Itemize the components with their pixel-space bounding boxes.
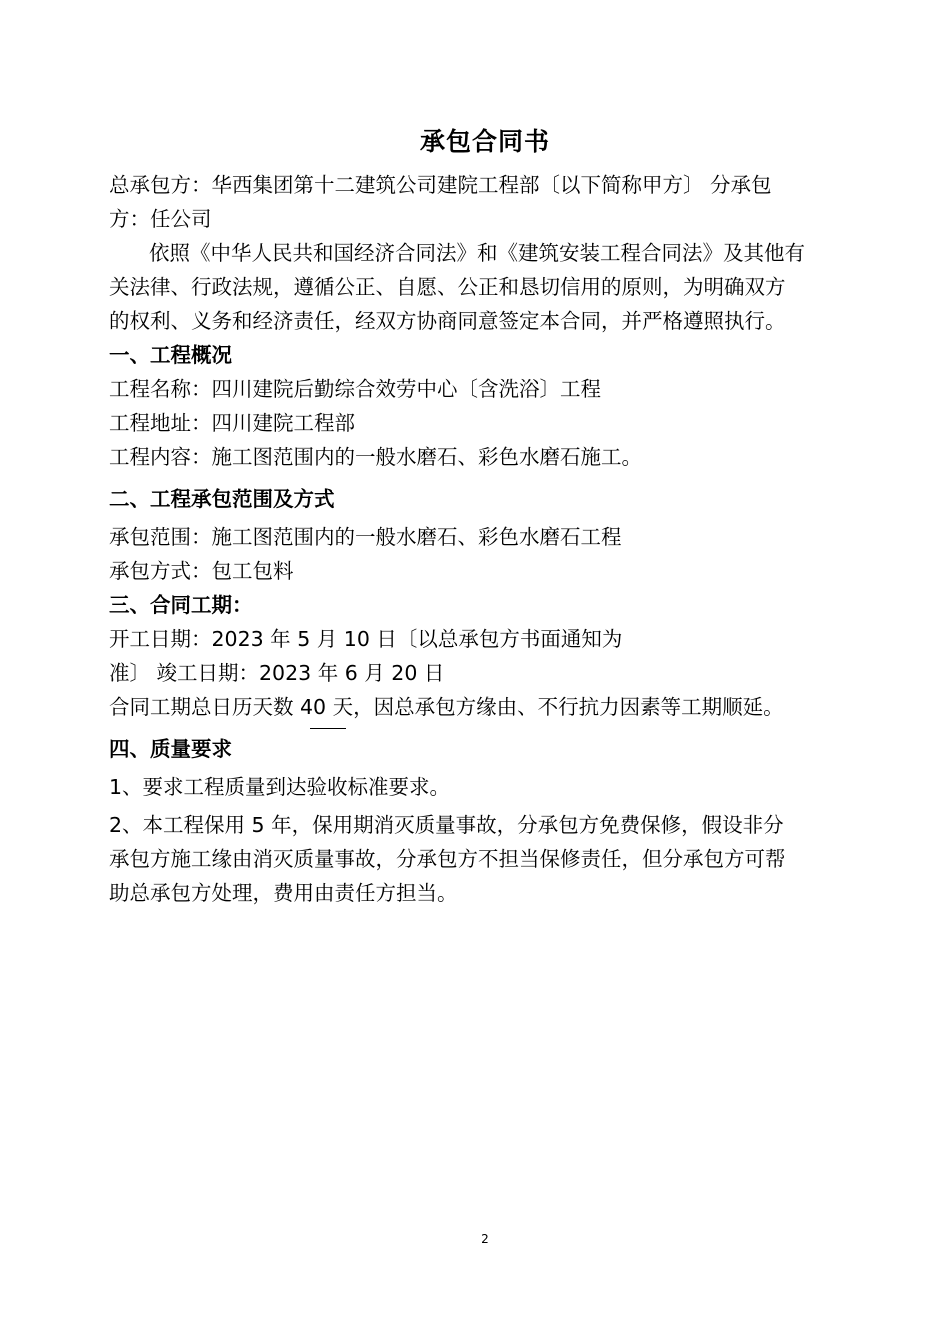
contract-duration: 合同工期总日历天数 40 天，因总承包方缘由、不行抗力因素等工期顺延。 bbox=[109, 695, 784, 719]
document-body bbox=[109, 168, 869, 910]
project-address: 工程地址：四川建院工程部 bbox=[109, 411, 355, 435]
intro-paragraph-line: 的权利、义务和经济责任，经双方协商同意签定本合同，并严格遵照执行。 bbox=[109, 309, 786, 333]
page-number: 2 bbox=[481, 1232, 489, 1246]
section-heading: 一、工程概况 bbox=[109, 343, 232, 367]
intro-paragraph-line: 依照《中华人民共和国经济合同法》和《建筑安装工程合同法》及其他有 bbox=[149, 241, 805, 265]
quality-item: 1、要求工程质量到达验收标准要求。 bbox=[109, 775, 451, 799]
quality-item: 承包方施工缘由消灭质量事故，分承包方不担当保修责任，但分承包方可帮 bbox=[109, 847, 786, 871]
contract-scope: 承包范围：施工图范围内的一般水磨石、彩色水磨石工程 bbox=[109, 525, 622, 549]
parties-line: 总承包方：华西集团第十二建筑公司建院工程部〔以下简称甲方〕 分承包 bbox=[109, 173, 772, 197]
project-name: 工程名称：四川建院后勤综合效劳中心〔含洗浴〕工程 bbox=[109, 377, 601, 401]
section-heading: 二、工程承包范围及方式 bbox=[109, 487, 335, 511]
quality-item: 2、本工程保用 5 年，保用期消灭质量事故，分承包方免费保修，假设非分 bbox=[109, 813, 784, 837]
completion-date: 准〕 竣工日期：2023 年 6 月 20 日 bbox=[109, 661, 445, 685]
section-heading: 三、合同工期： bbox=[109, 593, 253, 617]
underline-mark bbox=[310, 728, 346, 729]
document-title: 承包合同书 bbox=[419, 127, 550, 156]
section-heading: 四、质量要求 bbox=[109, 737, 232, 761]
parties-line: 方：任公司 bbox=[109, 207, 212, 231]
project-content: 工程内容：施工图范围内的一般水磨石、彩色水磨石施工。 bbox=[109, 445, 642, 469]
contract-method: 承包方式：包工包料 bbox=[109, 559, 294, 583]
start-date: 开工日期：2023 年 5 月 10 日〔以总承包方书面通知为 bbox=[109, 627, 623, 651]
intro-paragraph-line: 关法律、行政法规，遵循公正、自愿、公正和恳切信用的原则，为明确双方 bbox=[109, 275, 786, 299]
quality-item: 助总承包方处理，费用由责任方担当。 bbox=[109, 881, 458, 905]
